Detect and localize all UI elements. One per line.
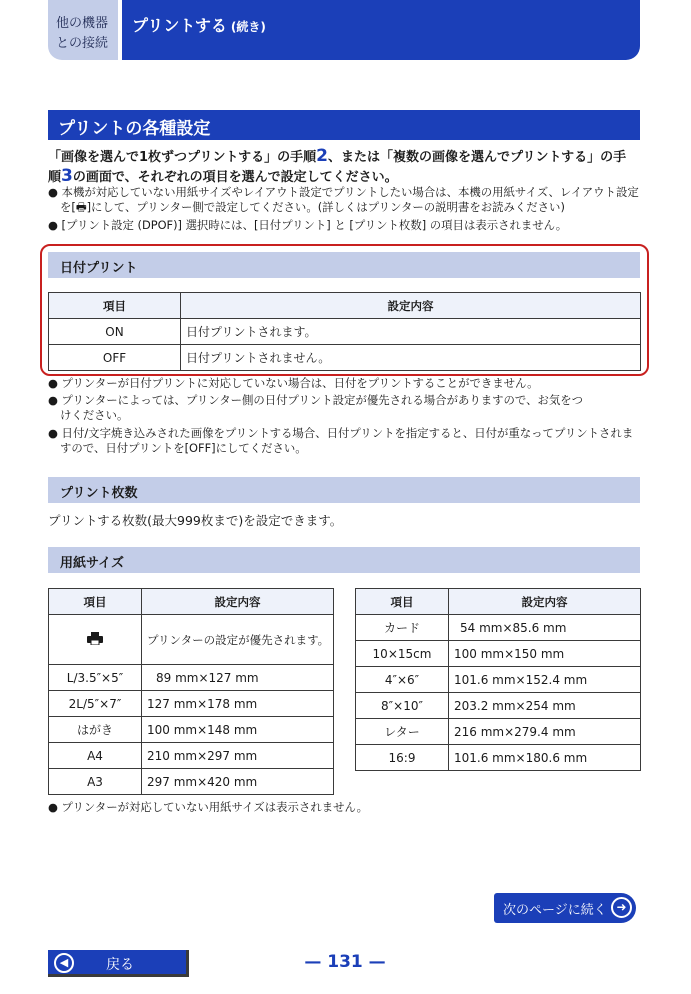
next-page-label: 次のページに続く (503, 903, 607, 918)
paper-size-title: 用紙サイズ (48, 547, 640, 573)
lead-part3: 順 (48, 170, 62, 185)
table-header-row (356, 589, 641, 615)
category-tab (48, 0, 118, 60)
table-row (49, 319, 641, 345)
cell: 101.6 mm×152.4 mm (449, 667, 641, 693)
arrow-right-icon: ➜ (611, 897, 632, 918)
lead-text (48, 147, 642, 187)
date-note-1: ● プリンターが日付プリントに対応していない場合は、日付をプリントすることができません。 (48, 376, 539, 390)
note-top-2: ● [プリント設定 (DPOF)] 選択時には、[日付プリント] と [プリント枚数] の項目は表示されません。 (48, 218, 568, 232)
table-header-row (49, 589, 334, 615)
paper-size-note: ● プリンターが対応していない用紙サイズは表示されません。 (48, 800, 368, 814)
cell: A4 (49, 743, 142, 769)
print-count-title: プリント枚数 (48, 477, 640, 503)
page-header (122, 0, 640, 60)
cell: カード (356, 615, 449, 641)
cell: 日付プリントされません。 (181, 345, 641, 371)
lead-part4: の画面で、それぞれの項目を選んで設定してください。 (72, 170, 398, 185)
table-row (49, 717, 334, 743)
lead-part1: 「画像を選んで1枚ずつプリントする」の手順 (48, 150, 317, 165)
table-row (356, 719, 641, 745)
table-row (49, 615, 334, 665)
date-print-title: 日付プリント (48, 252, 640, 278)
table-row (356, 641, 641, 667)
lead-step2: 3 (61, 166, 73, 186)
lead-part2: 、または「複数の画像を選んでプリントする」の手 (327, 150, 627, 165)
cell: 4″×6″ (356, 667, 449, 693)
date-note-3: ● 日付/文字焼き込みされた画像をプリントする場合、日付プリントを指定すると、日付が重なってプリントされますので、日付プリントを[OFF]にしてください。 (48, 426, 634, 455)
col-header-setting: 設定内容 (449, 589, 641, 615)
note-top-1: ● 本機が対応していない用紙サイズやレイアウト設定でプリントしたい場合は、本機の用紙サイズ、レイアウト設定を[🖶]にして、プリンター側で設定してください。(詳しくはプリンターの説明書をお読みください) (48, 185, 639, 214)
table-row (49, 769, 334, 795)
date-note-2: ● プリンターによっては、プリンター側の日付プリント設定が優先される場合がありますので、お気をつけください。 (48, 393, 584, 422)
paper-size-table-right (355, 588, 641, 771)
section-title: プリントの各種設定 (48, 110, 640, 140)
cell: A3 (49, 769, 142, 795)
cell: 216 mm×279.4 mm (449, 719, 641, 745)
cell: 127 mm×178 mm (142, 691, 334, 717)
cell: 89 mm×127 mm (142, 665, 334, 691)
paper-size-table-left (48, 588, 334, 795)
table-row (49, 743, 334, 769)
col-header-item: 項目 (49, 293, 181, 319)
col-header-setting: 設定内容 (142, 589, 334, 615)
category-line2: との接続 (56, 36, 109, 51)
cell: L/3.5″×5″ (49, 665, 142, 691)
cell: 210 mm×297 mm (142, 743, 334, 769)
date-print-table (48, 292, 641, 371)
table-row (356, 745, 641, 771)
table-row (356, 693, 641, 719)
back-label: 戻る (106, 957, 134, 973)
cell: 10×15cm (356, 641, 449, 667)
cell: 2L/5″×7″ (49, 691, 142, 717)
table-row (49, 665, 334, 691)
cell: 297 mm×420 mm (142, 769, 334, 795)
cell: レター (356, 719, 449, 745)
cell (49, 615, 142, 665)
page-number: — 131 — (304, 952, 386, 972)
cell: プリンターの設定が優先されます。 (142, 615, 334, 665)
table-row (49, 345, 641, 371)
table-row (49, 691, 334, 717)
cell: OFF (49, 345, 181, 371)
table-row (356, 615, 641, 641)
cell: 100 mm×148 mm (142, 717, 334, 743)
next-page-button[interactable] (494, 893, 636, 923)
col-header-item: 項目 (49, 589, 142, 615)
page-title: プリントする (132, 16, 227, 35)
cell: 16:9 (356, 745, 449, 771)
lead-step1: 2 (316, 146, 328, 166)
table-header-row (49, 293, 641, 319)
cell: 日付プリントされます。 (181, 319, 641, 345)
cell: ON (49, 319, 181, 345)
cell: 101.6 mm×180.6 mm (449, 745, 641, 771)
page-title-suffix: (続き) (230, 20, 266, 34)
back-button[interactable] (48, 950, 189, 977)
printer-icon (87, 632, 103, 648)
col-header-setting: 設定内容 (181, 293, 641, 319)
cell: はがき (49, 717, 142, 743)
page-number-value: 131 (327, 952, 363, 972)
category-line1: 他の機器 (56, 16, 109, 31)
arrow-left-icon: ◀ (54, 953, 74, 973)
print-count-text: プリントする枚数(最大999枚まで)を設定できます。 (48, 513, 343, 528)
col-header-item: 項目 (356, 589, 449, 615)
cell: 54 mm×85.6 mm (449, 615, 641, 641)
cell: 100 mm×150 mm (449, 641, 641, 667)
cell: 203.2 mm×254 mm (449, 693, 641, 719)
table-row (356, 667, 641, 693)
cell: 8″×10″ (356, 693, 449, 719)
